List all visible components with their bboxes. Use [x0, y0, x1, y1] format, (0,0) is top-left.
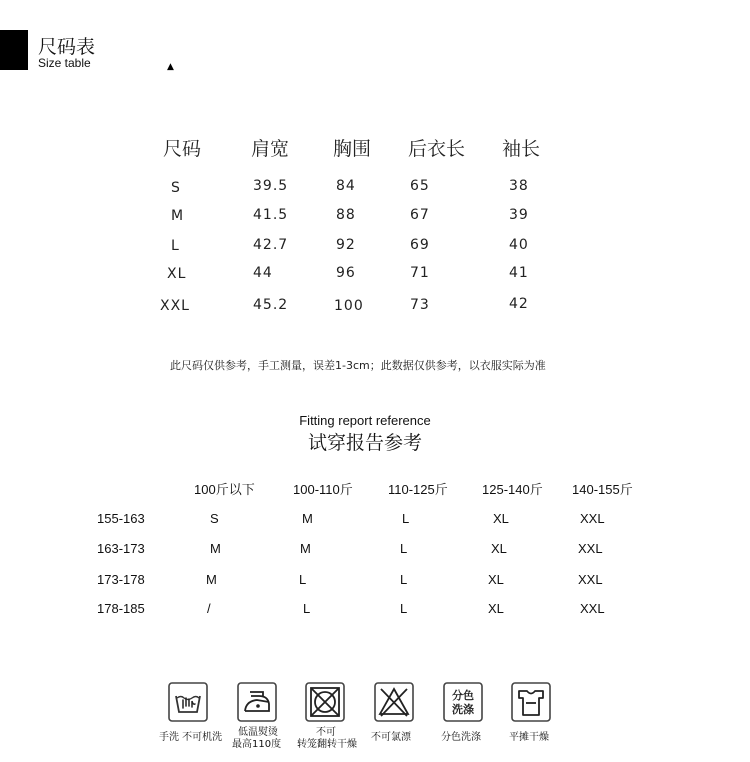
table-cell: 69	[410, 237, 430, 253]
weight-header: 100-110斤	[293, 482, 353, 497]
table-cell: 44	[253, 265, 273, 281]
table-cell: 100	[334, 298, 364, 314]
size-note: 此尺码仅供参考，手工测量，误差1-3cm；此数据仅供参考，以衣服实际为准	[170, 359, 546, 372]
table-cell: 73	[410, 297, 430, 313]
fit-cell: XXL	[580, 601, 605, 616]
table-cell: 39.5	[253, 178, 289, 194]
weight-header: 140-155斤	[572, 482, 633, 497]
height-cell: 173-178	[97, 572, 145, 587]
table-cell: 42	[509, 296, 529, 312]
hand-wash-icon	[168, 682, 208, 722]
size-header: 尺码	[163, 138, 202, 160]
table-cell: 41	[509, 265, 529, 281]
page-title: 尺码表	[38, 36, 96, 58]
length-header: 后衣长	[408, 138, 466, 160]
table-cell: 40	[509, 237, 529, 253]
fit-cell: L	[303, 601, 311, 616]
fit-cell: M	[300, 541, 311, 556]
weight-header: 110-125斤	[388, 482, 448, 497]
size-cell: XXL	[160, 298, 190, 314]
separate-wash-icon	[443, 682, 483, 722]
table-cell: 96	[336, 265, 356, 281]
table-cell: 39	[509, 207, 529, 223]
table-cell: 45.2	[253, 297, 289, 313]
fit-cell: /	[207, 601, 211, 616]
size-cell: S	[171, 180, 181, 196]
table-cell: 38	[509, 178, 529, 194]
size-cell: L	[171, 238, 180, 254]
fit-cell: XXL	[578, 572, 603, 587]
care-label: 平摊干燥	[509, 732, 549, 743]
caret-up-icon: ▲	[167, 62, 174, 72]
height-cell: 163-173	[97, 541, 145, 556]
header-block-mark	[0, 30, 28, 70]
shoulder-header: 肩宽	[251, 138, 290, 160]
care-label: 转笼翻转干燥	[297, 739, 357, 750]
table-cell: 88	[336, 207, 356, 223]
fit-cell: L	[400, 601, 408, 616]
fit-cell: XL	[493, 511, 509, 526]
no-tumble-dry-icon	[305, 682, 345, 722]
weight-header: 125-140斤	[482, 482, 543, 497]
fit-cell: XL	[488, 572, 504, 587]
fitting-title-en: Fitting report reference	[299, 413, 431, 428]
separate-wash-icon-text: 洗涤	[452, 703, 474, 716]
fit-cell: XXL	[578, 541, 603, 556]
separate-wash-icon-text: 分色	[452, 689, 474, 702]
fitting-title-zh: 试穿报告参考	[307, 432, 422, 454]
fit-cell: XL	[491, 541, 507, 556]
sleeve-header: 袖长	[502, 138, 541, 160]
care-label: 不可氯漂	[371, 732, 411, 743]
table-cell: 67	[410, 207, 430, 223]
fit-cell: L	[400, 541, 408, 556]
fit-cell: M	[302, 511, 313, 526]
care-label: 手洗 不可机洗	[159, 732, 223, 743]
height-cell: 155-163	[97, 511, 145, 526]
fit-cell: M	[206, 572, 217, 587]
care-label: 分色洗涤	[441, 732, 481, 743]
table-cell: 92	[336, 237, 356, 253]
fit-cell: L	[299, 572, 307, 587]
table-cell: 71	[410, 265, 430, 281]
care-label: 低温熨烫	[238, 727, 278, 738]
care-label: 不可	[316, 727, 336, 738]
fit-cell: L	[400, 572, 408, 587]
table-cell: 41.5	[253, 207, 289, 223]
size-cell: XL	[167, 266, 187, 282]
fit-cell: L	[402, 511, 410, 526]
table-cell: 65	[410, 178, 430, 194]
fit-cell: S	[210, 511, 219, 526]
care-label: 最高110度	[232, 739, 282, 750]
chest-header: 胸围	[333, 138, 372, 160]
fit-cell: XXL	[580, 511, 605, 526]
flat-dry-icon	[511, 682, 551, 722]
no-bleach-icon	[374, 682, 414, 722]
fit-cell: XL	[488, 601, 504, 616]
table-cell: 84	[336, 178, 356, 194]
height-cell: 178-185	[97, 601, 145, 616]
size-cell: M	[171, 208, 185, 224]
fit-cell: M	[210, 541, 221, 556]
low-iron-icon	[237, 682, 277, 722]
page-subtitle: Size table	[38, 56, 91, 70]
weight-header: 100斤以下	[194, 482, 255, 497]
table-cell: 42.7	[253, 237, 289, 253]
